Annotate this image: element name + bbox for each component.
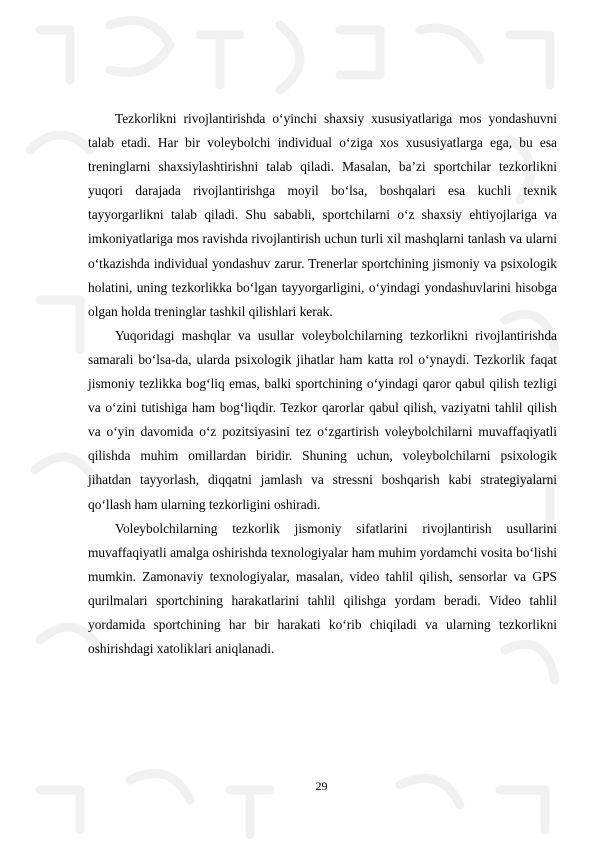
paragraph-2: Yuqoridagi mashqlar va usullar voleybolchilarning tezkorlikni rivojlantirishda samarali bo‘lsa-da, ularda psixologik jihatlar ham katta rol o‘ynaydi. Tezkorlik faqat jismoniy tezlikka bog‘liq emas, balki sportchining o‘yindagi qaror qabul qilish tezligi va o‘zini tutishiga ham bog‘liqdir. Tezkor qarorlar qabul qilish, vaziyatni tahlil qilish va o‘yin davomida o‘z pozitsiyasini tez o‘zgartirish voleybolchilarni muvaffaqiyatli qilishda muhim omillardan biridir. Shuning uchun, voleybolchilarni psixologik jihatdan tayyorlash, diqqatni jamlash va stressni boshqarish kabi strategiyalarni qo‘llash ham ularning tezkorligini oshiradi. xyxy=(88,327,557,512)
page-number: 29 xyxy=(315,779,328,793)
paragraph-1: Tezkorlikni rivojlantirishda o‘yinchi shaxsiy xususiyatlariga mos yondashuvni talab etadi. Har bir voleybolchi individual o‘ziga xos xususiyatlarga ega, bu esa treninglarni shaxsiylashtirishni talab qiladi. Masalan, ba’zi sportchilar tezkorlikni yuqori darajada rivojlantirishga moyil bo‘lsa, boshqalari esa kuchli texnik tayyorgarlikni talab qiladi. Shu sababli, sportchilarni o‘z shaxsiy ehtiyojlariga va imkoniyatlariga mos ravishda rivojlantirish uchun turli xil mashqlarni tanlash va ularni o‘tkazishda individual yondashuv zarur. Trenerlar sportchining jismoniy va psixologik holatini, uning tezkorlikka bo‘lgan tayyorgarligini, o‘yindagi yondashuvlarini hisobga olgan holda treninglar tashkil qilishlari kerak. xyxy=(88,111,557,319)
paragraph-3: Voleybolchilarning tezkorlik jismoniy sifatlarini rivojlantirish usullarini muvaffaqiyatli amalga oshirishda texnologiyalar ham muhim yordamchi vosita bo‘lishi mumkin. Zamonaviy texnologiyalar, masalan, video tahlil qilish, sensorlar va GPS qurilmalari sportchining harakatlarini tahlil qilishga yordam beradi. Video tahlil yordamida sportchining har bir harakati ko‘rib chiqiladi va ularning tezkorlikni oshirishdagi xatoliklari aniqlanadi. xyxy=(88,520,557,657)
body-text xyxy=(88,107,557,661)
